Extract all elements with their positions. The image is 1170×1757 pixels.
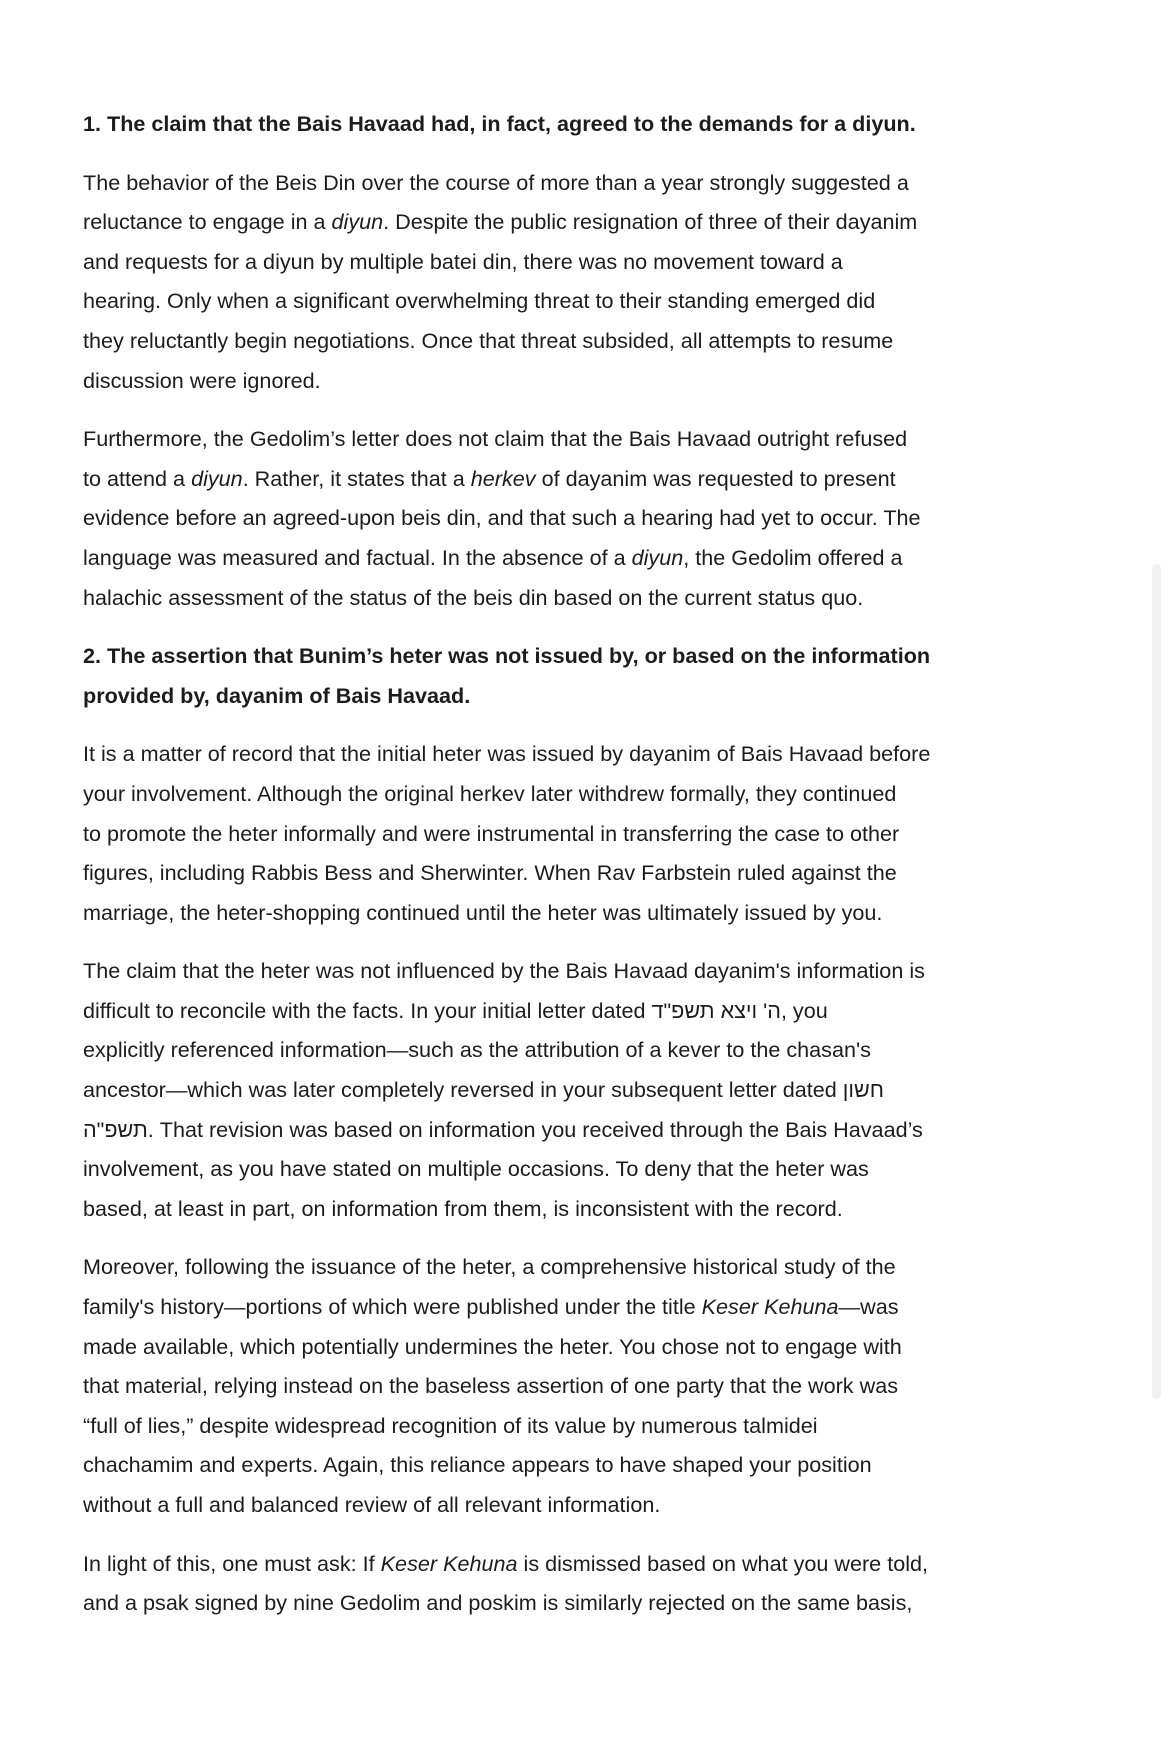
italic-term: herkev bbox=[470, 465, 536, 491]
italic-term: diyun bbox=[631, 544, 684, 570]
text-segment: . Despite the public resignation of three of their dayanim bbox=[383, 209, 918, 235]
text-line bbox=[83, 1544, 1143, 1584]
text-line bbox=[83, 1070, 1143, 1110]
text-segment: of dayanim was requested to present bbox=[535, 465, 896, 491]
text-segment: 1. The claim that the Bais Havaad had, in fact, agreed to the demands for a diyun. bbox=[83, 111, 916, 136]
text-line bbox=[83, 991, 1143, 1031]
text-segment: and a psak signed by nine Gedolim and poskim is similarly rejected on the same basis, bbox=[83, 1590, 913, 1616]
text-segment: that material, relying instead on the baseless assertion of one party that the work was bbox=[83, 1373, 899, 1399]
paragraph bbox=[83, 1544, 1143, 1623]
text-segment: chachamim and experts. Again, this reliance appears to have shaped your position bbox=[83, 1452, 872, 1478]
paragraph bbox=[83, 1247, 1143, 1524]
text-segment: 2. The assertion that Bunim’s heter was not issued by, or based on the information bbox=[83, 643, 931, 669]
text-segment: made available, which potentially undermines the heter. You chose not to engage with bbox=[83, 1333, 902, 1359]
text-line bbox=[83, 202, 1143, 242]
document-body bbox=[83, 104, 1143, 1642]
text-line bbox=[83, 578, 1143, 618]
paragraph bbox=[83, 163, 1143, 401]
text-segment: to attend a bbox=[83, 465, 192, 491]
text-line bbox=[83, 104, 1143, 144]
text-segment: difficult to reconcile with the facts. In your initial letter dated bbox=[83, 997, 652, 1023]
text-segment: . Rather, it states that a bbox=[242, 465, 471, 491]
text-line bbox=[83, 1406, 1143, 1446]
text-segment: they reluctantly begin negotiations. Once that threat subsided, all attempts to resume bbox=[83, 327, 894, 353]
text-line bbox=[83, 419, 1143, 459]
text-line bbox=[83, 951, 1143, 991]
text-line bbox=[83, 1583, 1143, 1623]
text-line bbox=[83, 774, 1143, 814]
section-heading bbox=[83, 104, 1143, 144]
italic-term: Keser Kehuna bbox=[380, 1550, 518, 1576]
text-segment: family's history—portions of which were published under the title bbox=[83, 1294, 702, 1320]
text-segment: . That revision was based on information you received through the Bais Havaad’s bbox=[147, 1116, 923, 1142]
text-segment: to promote the heter informally and were instrumental in transferring the case to other bbox=[83, 820, 900, 846]
text-line bbox=[83, 1445, 1143, 1485]
text-line bbox=[83, 1149, 1143, 1189]
text-segment: figures, including Rabbis Bess and Sherwinter. When Rav Farbstein ruled against the bbox=[83, 860, 897, 886]
text-segment: based, at least in part, on information from them, is inconsistent with the record. bbox=[83, 1195, 843, 1221]
paragraph bbox=[83, 419, 1143, 617]
text-line bbox=[83, 676, 1143, 716]
text-segment: , you bbox=[780, 997, 828, 1023]
text-segment: In light of this, one must ask: If bbox=[83, 1550, 381, 1576]
text-line bbox=[83, 853, 1143, 893]
text-segment: reluctance to engage in a bbox=[83, 209, 332, 235]
text-line bbox=[83, 734, 1143, 774]
text-segment: your involvement. Although the original herkev later withdrew formally, they continued bbox=[83, 780, 897, 806]
text-segment: Furthermore, the Gedolim’s letter does not claim that the Bais Havaad outright refused bbox=[83, 426, 908, 452]
text-segment: involvement, as you have stated on multiple occasions. To deny that the heter was bbox=[83, 1156, 869, 1182]
text-line bbox=[83, 1030, 1143, 1070]
text-segment: discussion were ignored. bbox=[83, 367, 321, 393]
text-line bbox=[83, 1327, 1143, 1367]
text-segment: —was bbox=[838, 1294, 899, 1320]
text-line bbox=[83, 814, 1143, 854]
text-line bbox=[83, 1366, 1143, 1406]
text-line bbox=[83, 321, 1143, 361]
section-heading bbox=[83, 636, 1143, 715]
text-segment: The claim that the heter was not influenced by the Bais Havaad dayanim's information is bbox=[83, 958, 925, 984]
text-segment: halachic assessment of the status of the beis din based on the current status quo. bbox=[83, 584, 864, 610]
text-segment: Moreover, following the issuance of the heter, a comprehensive historical study of the bbox=[83, 1254, 896, 1280]
text-line bbox=[83, 538, 1143, 578]
text-line bbox=[83, 636, 1143, 676]
text-line bbox=[83, 242, 1143, 282]
text-line bbox=[83, 1485, 1143, 1525]
text-segment: hearing. Only when a significant overwhelming threat to their standing emerged did bbox=[83, 288, 876, 314]
text-segment: language was measured and factual. In the absence of a bbox=[83, 544, 632, 570]
hebrew-date: חשון bbox=[842, 1077, 884, 1103]
text-segment: The behavior of the Beis Din over the course of more than a year strongly suggested a bbox=[83, 169, 909, 195]
hebrew-date: ה' ויצא תשפ"ד bbox=[651, 997, 781, 1023]
text-segment: “full of lies,” despite widespread recognition of its value by numerous talmidei bbox=[83, 1412, 818, 1438]
text-segment: marriage, the heter-shopping continued until the heter was ultimately issued by you. bbox=[83, 899, 883, 925]
text-line bbox=[83, 893, 1143, 933]
text-segment: It is a matter of record that the initial heter was issued by dayanim of Bais Havaad before bbox=[83, 741, 931, 767]
text-segment: explicitly referenced information—such as the attribution of a kever to the chasan's bbox=[83, 1037, 871, 1063]
text-segment: without a full and balanced review of all relevant information. bbox=[83, 1492, 661, 1517]
italic-term: diyun bbox=[331, 209, 384, 235]
text-line bbox=[83, 459, 1143, 499]
text-line bbox=[83, 361, 1143, 401]
text-line bbox=[83, 1247, 1143, 1287]
text-line bbox=[83, 163, 1143, 203]
text-line bbox=[83, 1110, 1143, 1150]
italic-term: diyun bbox=[191, 465, 243, 491]
italic-term: Keser Kehuna bbox=[701, 1294, 839, 1320]
text-segment: is dismissed based on what you were told, bbox=[517, 1550, 929, 1576]
text-segment: provided by, dayanim of Bais Havaad. bbox=[83, 682, 471, 708]
text-line bbox=[83, 498, 1143, 538]
paragraph bbox=[83, 951, 1143, 1228]
text-segment: , the Gedolim offered a bbox=[683, 544, 903, 570]
text-line bbox=[83, 281, 1143, 321]
text-line bbox=[83, 1287, 1143, 1327]
paragraph bbox=[83, 734, 1143, 932]
text-segment: and requests for a diyun by multiple batei din, there was no movement toward a bbox=[83, 248, 843, 274]
text-segment: evidence before an agreed-upon beis din, and that such a hearing had yet to occur. The bbox=[83, 505, 921, 531]
text-line bbox=[83, 1189, 1143, 1229]
vertical-scrollbar[interactable] bbox=[1152, 564, 1161, 1399]
text-segment: ancestor—which was later completely reversed in your subsequent letter dated bbox=[83, 1077, 843, 1103]
hebrew-date: תשפ"ה bbox=[83, 1116, 148, 1142]
